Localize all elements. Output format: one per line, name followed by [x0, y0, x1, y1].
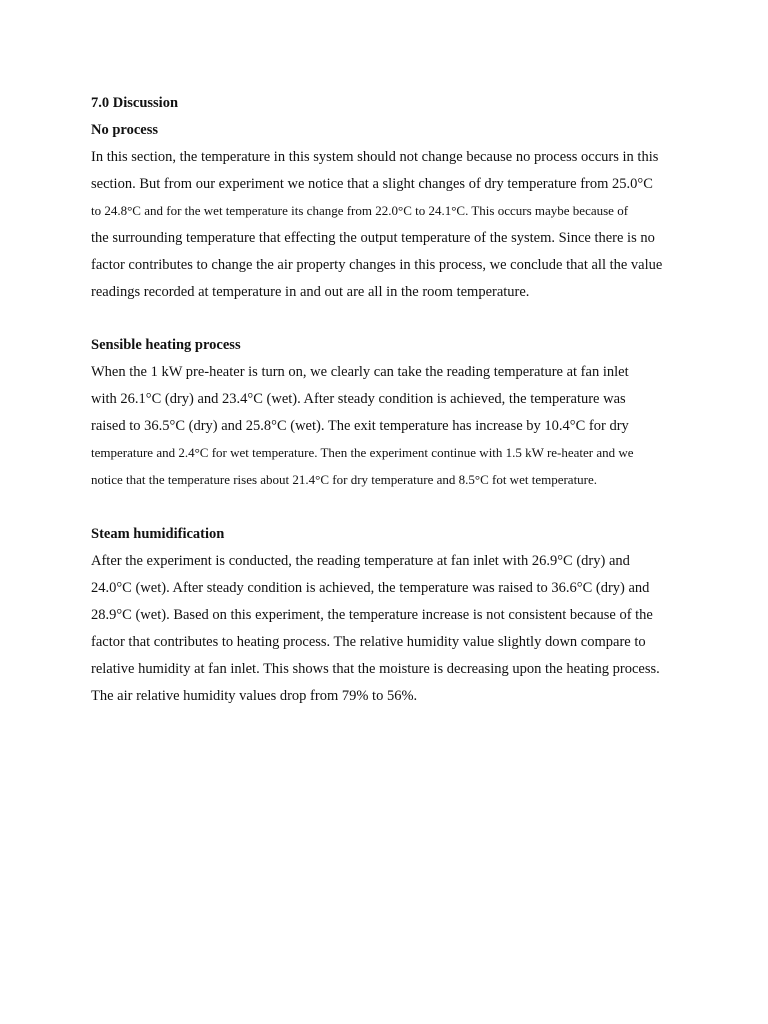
- paragraph-line: raised to 36.5°C (dry) and 25.8°C (wet). The exit temperature has increase by 10.4°C for dry: [91, 418, 629, 435]
- paragraph-line: notice that the temperature rises about 21.4°C for dry temperature and 8.5°C fot wet temperature.: [91, 472, 598, 488]
- paragraph-line: temperature and 2.4°C for wet temperature. Then the experiment continue with 1.5 kW re-heater and we: [91, 445, 634, 461]
- paragraph-line: In this section, the temperature in this system should not change because no process occurs in this: [91, 149, 659, 165]
- section-no-process: [91, 117, 679, 305]
- paragraph-line: The air relative humidity values drop from 79% to 56%.: [91, 687, 418, 704]
- paragraph-line: relative humidity at fan inlet. This shows that the moisture is decreasing upon the heating process.: [91, 660, 660, 677]
- paragraph-line: factor that contributes to heating process. The relative humidity value slightly down compare to: [91, 633, 646, 650]
- section-steam-humidification: [91, 521, 679, 709]
- section-heading: Steam humidification: [91, 525, 225, 542]
- paragraph-line: section. But from our experiment we notice that a slight changes of dry temperature from 25.0°C: [91, 175, 653, 192]
- paragraph-spacer: [91, 494, 679, 521]
- paragraph-line: factor contributes to change the air property changes in this process, we conclude that all the value: [91, 256, 663, 273]
- section-paragraph: [91, 548, 679, 709]
- paragraph-line: the surrounding temperature that effecting the output temperature of the system. Since there is no: [91, 229, 655, 246]
- section-heading: No process: [91, 122, 158, 138]
- paragraph-line: 28.9°C (wet). Based on this experiment, the temperature increase is not consistent because of the: [91, 606, 653, 623]
- paragraph-line: to 24.8°C and for the wet temperature its change from 22.0°C to 24.1°C. This occurs maybe because of: [91, 202, 629, 218]
- section-paragraph: [91, 359, 679, 494]
- paragraph-line: readings recorded at temperature in and out are all in the room temperature.: [91, 283, 530, 300]
- document-page: [91, 90, 679, 709]
- paragraph-line: with 26.1°C (dry) and 23.4°C (wet). After steady condition is achieved, the temperature was: [91, 391, 626, 408]
- paragraph-line: When the 1 kW pre-heater is turn on, we clearly can take the reading temperature at fan inlet: [91, 364, 629, 381]
- document-title: 7.0 Discussion: [91, 95, 179, 111]
- section-heading: Sensible heating process: [91, 337, 241, 354]
- paragraph-line: 24.0°C (wet). After steady condition is achieved, the temperature was raised to 36.6°C (dry) and: [91, 579, 650, 596]
- section-sensible-heating: [91, 332, 679, 494]
- paragraph-line: After the experiment is conducted, the reading temperature at fan inlet with 26.9°C (dry) and: [91, 552, 630, 569]
- paragraph-spacer: [91, 305, 679, 332]
- section-paragraph: [91, 144, 679, 305]
